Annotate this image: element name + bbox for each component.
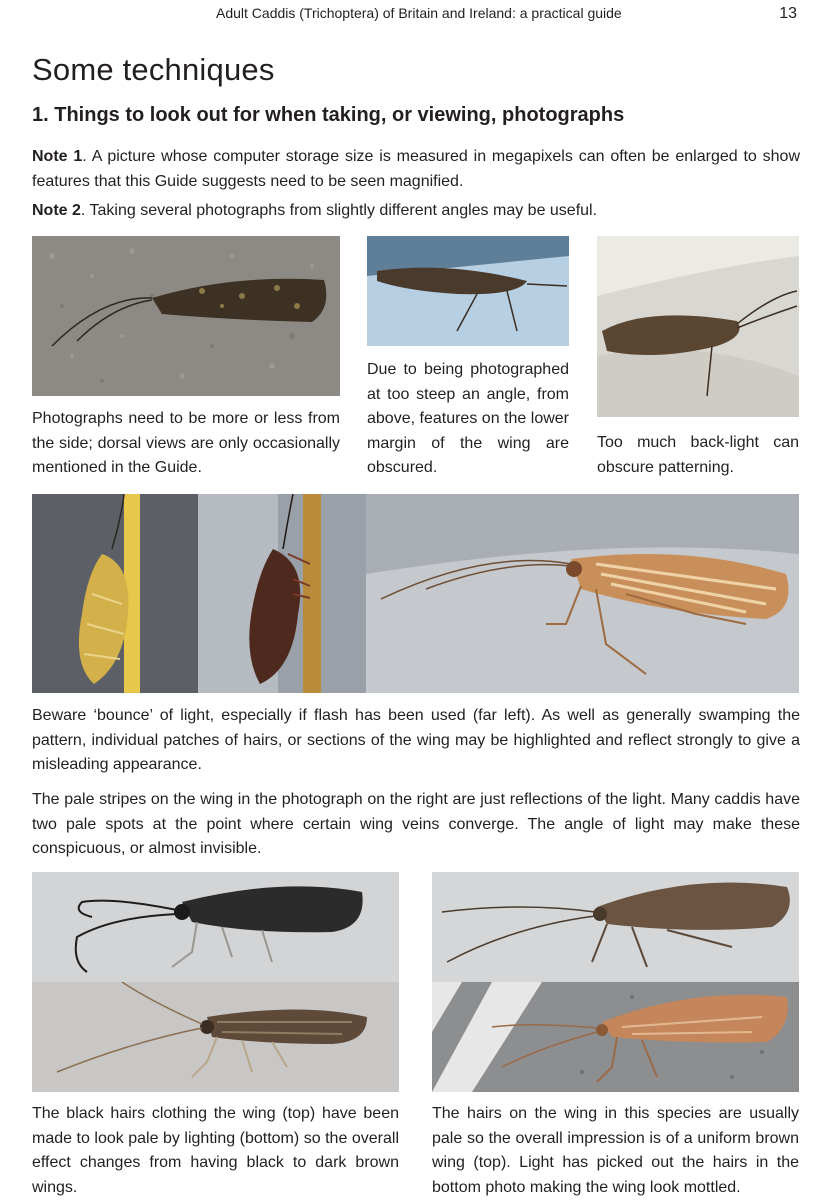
note-2-label: Note 2 xyxy=(32,202,81,219)
note-2 xyxy=(32,199,800,224)
note-2-text: . Taking several photographs from slightly different angles may be useful. xyxy=(80,202,598,219)
note-1-text: . A picture whose computer storage size is measured in megapixels can often be enlarged to show features that this Guide suggests need to be seen magnified. xyxy=(32,148,801,190)
caption-steep-angle: Due to being photographed at too steep an angle, from above, features on the lower margin of the wing are obscured. xyxy=(367,361,569,476)
photo-stem-dark xyxy=(198,494,366,693)
caption-reflections: The pale stripes on the wing in the photograph on the right are just reflections of the light. Many caddis have two pale spots at the point where certain wing veins converge. The angle of light may make these conspicuous, or almost invisible. xyxy=(32,791,800,857)
note-1 xyxy=(32,145,800,194)
running-title: Adult Caddis (Trichoptera) of Britain and Ireland: a practical guide xyxy=(216,5,622,21)
photo-black-hairs-top xyxy=(32,872,399,982)
subsection-title: 1. Things to look out for when taking, or viewing, photographs xyxy=(32,104,625,126)
photo-back-light xyxy=(597,236,799,417)
photo-steep-angle xyxy=(367,236,569,346)
section-title: Some techniques xyxy=(32,52,275,87)
caption-black-hairs: The black hairs clothing the wing (top) have been made to look pale by lighting (bottom) so the overall effect changes from having black to dark brown wings. xyxy=(32,1105,399,1196)
caption-side-view: Photographs need to be more or less from the side; dorsal views are only occasionally mentioned in the Guide. xyxy=(32,410,340,476)
photo-flash-far-left xyxy=(32,494,198,693)
photo-pale-hairs-bottom xyxy=(432,982,799,1092)
photo-side-view xyxy=(32,236,340,396)
photo-reflection-stripes xyxy=(366,494,799,693)
page-number: 13 xyxy=(779,5,797,22)
note-1-label: Note 1 xyxy=(32,148,83,165)
photo-black-hairs-bottom xyxy=(32,982,399,1092)
caption-bounce-light: Beware ‘bounce’ of light, especially if flash has been used (far left). As well as generally swamping the pattern, individual patches of hairs, or sections of the wing may be highlighted and reflect strongly to give a misleading appearance. xyxy=(32,707,800,773)
caption-back-light: Too much back-light can obscure patterning. xyxy=(597,434,799,476)
photo-pale-hairs-top xyxy=(432,872,799,982)
caption-pale-hairs: The hairs on the wing in this species are usually pale so the overall impression is of a uniform brown wing (top). Light has picked out the hairs in the bottom photo making the wing look mottled. xyxy=(432,1105,799,1196)
running-header xyxy=(0,4,820,26)
